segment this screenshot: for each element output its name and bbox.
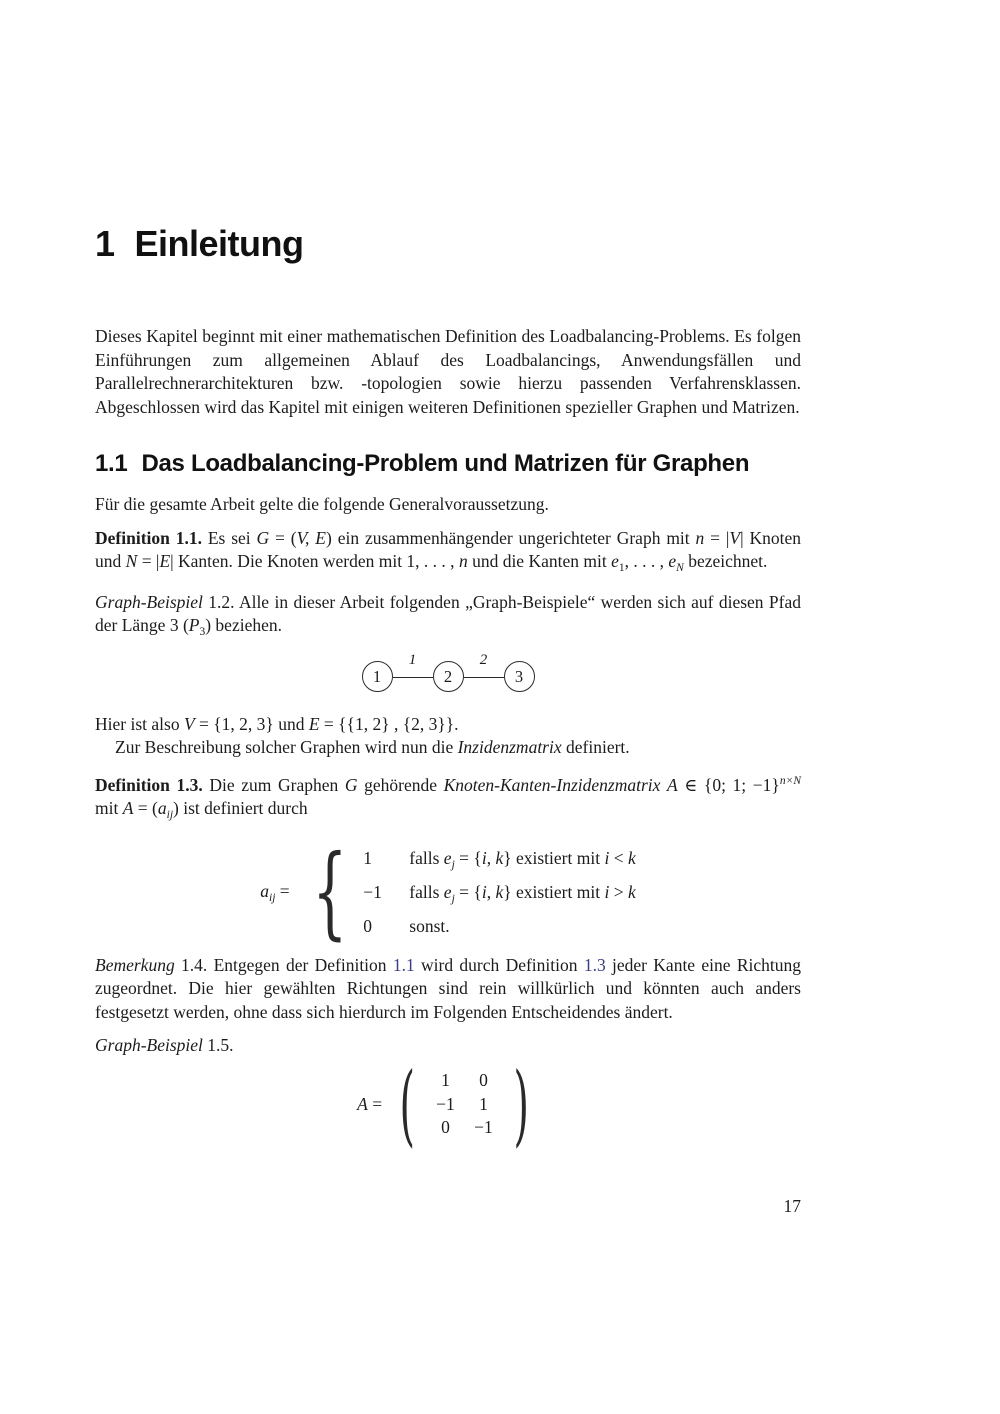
section-heading xyxy=(95,449,801,478)
case-condition: sonst. xyxy=(409,915,450,936)
text-column xyxy=(95,0,801,1156)
case-row xyxy=(363,879,635,913)
matrix-cell: −1 xyxy=(436,1093,455,1114)
graph-edge-label-2: 2 xyxy=(479,651,488,668)
matrix-cell: 0 xyxy=(441,1117,450,1138)
case-value: −1 xyxy=(363,881,382,902)
edge-line xyxy=(464,677,504,678)
cross-reference-link[interactable]: 1.3 xyxy=(583,954,606,975)
chapter-title: Einleitung xyxy=(134,223,304,264)
graph-edge-label-1: 1 xyxy=(408,651,417,668)
matrix-cell: 1 xyxy=(479,1093,488,1114)
chapter-heading xyxy=(95,223,801,265)
cases-body xyxy=(363,845,635,940)
cross-reference-link[interactable]: 1.1 xyxy=(392,954,415,975)
matrix-paren-right: ) xyxy=(513,1052,530,1156)
lead-paragraph: Für die gesamte Arbeit gelte die folgende Generalvoraussetzung. xyxy=(95,494,549,514)
edge-line xyxy=(393,677,433,678)
section-number: 1.1 xyxy=(95,450,128,477)
graph-node-1: 1 xyxy=(362,661,393,692)
section-title: Das Loadbalancing-Problem und Matrizen für Graphen xyxy=(141,450,750,477)
case-row xyxy=(363,845,635,879)
equation-lhs: $a_{ij}$ = xyxy=(260,880,290,904)
graph-edge-1 xyxy=(393,651,433,694)
matrix-body xyxy=(422,1069,506,1140)
intro-paragraph: Dieses Kapitel beginnt mit einer mathematischen Definition des Loadbalancing-Problems. Es folgen Einführungen zum allgemeinen Ablauf des Loadbalancings, Anwendungsfällen und Parallelrechnerarchitekturen bzw. -topologien sowie hierzu passenden Verfahrensklassen. Abgeschlossen wird das Kapitel mit einigen weiteren Definitionen spezieller Graphen und Matrizen. xyxy=(95,326,801,417)
matrix-row xyxy=(426,1116,502,1140)
path-graph-figure xyxy=(95,651,801,694)
case-value: 1 xyxy=(363,847,373,868)
incidence-intro-line: Zur Beschreibung solcher Graphen wird nun die Inzidenzmatrix definiert. xyxy=(115,737,630,757)
matrix-cell: 1 xyxy=(441,1070,450,1091)
page-number: 17 xyxy=(783,1196,801,1216)
matrix-cell: 0 xyxy=(479,1070,488,1091)
definition-1-3: Definition 1.3. Die zum Graphen G gehörende Knoten-Kanten-Inzidenzmatrix A ∈ {0; 1; −1}$^{n\times N}$ mit $A = (a_{ij})$ ist definiert durch xyxy=(95,774,801,821)
graph-example-1-2: Graph-Beispiel 1.2. Alle in dieser Arbeit folgenden „Graph-Beispiele“ werden sich auf diesen Pfad der Länge 3 $(P_3)$ beziehen. xyxy=(95,591,801,638)
graph-node-2: 2 xyxy=(433,661,464,692)
matrix-row xyxy=(426,1069,502,1093)
definition-1-1: Definition 1.1. Es sei G = (V, E) ein zusammenhängender ungerichteter Graph mit n = |V| Knoten und N = |E| Kanten. Die Knoten werden mit 1, . . . , n und die Kanten mit $e_1$, . . . , $e_N$ bezeichnet. xyxy=(95,527,801,574)
vertex-edge-set-line: Hier ist also V = {1, 2, 3} und E = {{1, 2} , {2, 3}}. xyxy=(95,713,459,734)
remark-1-4: Bemerkung 1.4. Entgegen der Definition 1.1 wird durch Definition 1.3 jeder Kante eine Richtung zugeordnet. Die hier gewählten Richtungen sind rein willkürlich und könnten auch anders festgesetzt werden, ohne dass sich hierdurch im Folgenden Entscheidendes ändert. xyxy=(95,954,801,1022)
incidence-matrix-equation xyxy=(95,1052,801,1156)
graph-example-1-5: Graph-Beispiel 1.5. xyxy=(95,1035,234,1055)
matrix-lhs: A = xyxy=(357,1094,383,1114)
matrix-paren-left: ( xyxy=(399,1052,416,1156)
case-value: 0 xyxy=(363,915,373,936)
graph-edge-2 xyxy=(464,651,504,694)
incidence-cases-equation xyxy=(95,833,801,950)
case-condition: falls $e_j = \{i$, k} existiert mit i > k xyxy=(409,881,636,905)
cases-brace: { xyxy=(311,833,347,950)
matrix-cell: −1 xyxy=(474,1117,493,1138)
case-condition: falls $e_j = \{i$, k} existiert mit i < k xyxy=(409,847,636,871)
matrix-row xyxy=(426,1093,502,1117)
graph-node-3: 3 xyxy=(504,661,535,692)
chapter-number: 1 xyxy=(95,223,115,264)
case-row xyxy=(363,913,635,940)
